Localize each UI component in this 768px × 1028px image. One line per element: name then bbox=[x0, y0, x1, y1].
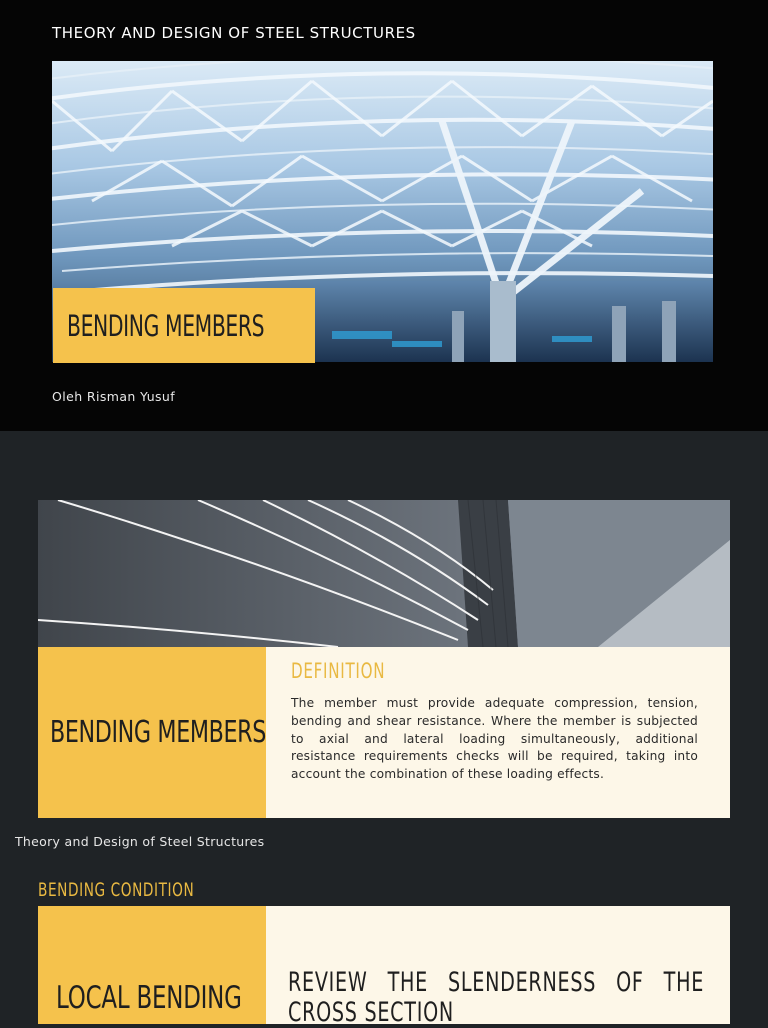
definition-panel bbox=[266, 647, 730, 818]
author-text: Oleh Risman Yusuf bbox=[52, 389, 176, 404]
section-heading: BENDING CONDITION bbox=[38, 879, 195, 901]
topic-label-2: BENDING MEMBERS bbox=[50, 715, 266, 750]
topic-label-box-3 bbox=[38, 906, 266, 1024]
facade-illustration bbox=[38, 500, 730, 647]
topic-label-box bbox=[53, 288, 315, 363]
definition-heading: DEFINITION bbox=[291, 659, 386, 683]
course-title: THEORY AND DESIGN OF STEEL STRUCTURES bbox=[52, 24, 416, 42]
title-slide bbox=[0, 0, 768, 431]
topic-label: BENDING MEMBERS bbox=[67, 308, 265, 343]
definition-text: The member must provide adequate compression, tension, bending and shear resistance. Where the member is subjected to axial and lateral loading simultaneously, additional resistance requirements checks will be required, taking into account the combination of these loading effects. bbox=[291, 696, 698, 782]
review-text: REVIEW THE SLENDERNESS OF THE CROSS SECTION bbox=[288, 967, 705, 1028]
topic-label-3: LOCAL BENDING bbox=[56, 980, 242, 1016]
building-facade-photo bbox=[38, 500, 730, 647]
footer-course-title: Theory and Design of Steel Structures bbox=[15, 834, 265, 849]
review-panel bbox=[266, 906, 730, 1028]
topic-label-box-2 bbox=[38, 647, 266, 818]
